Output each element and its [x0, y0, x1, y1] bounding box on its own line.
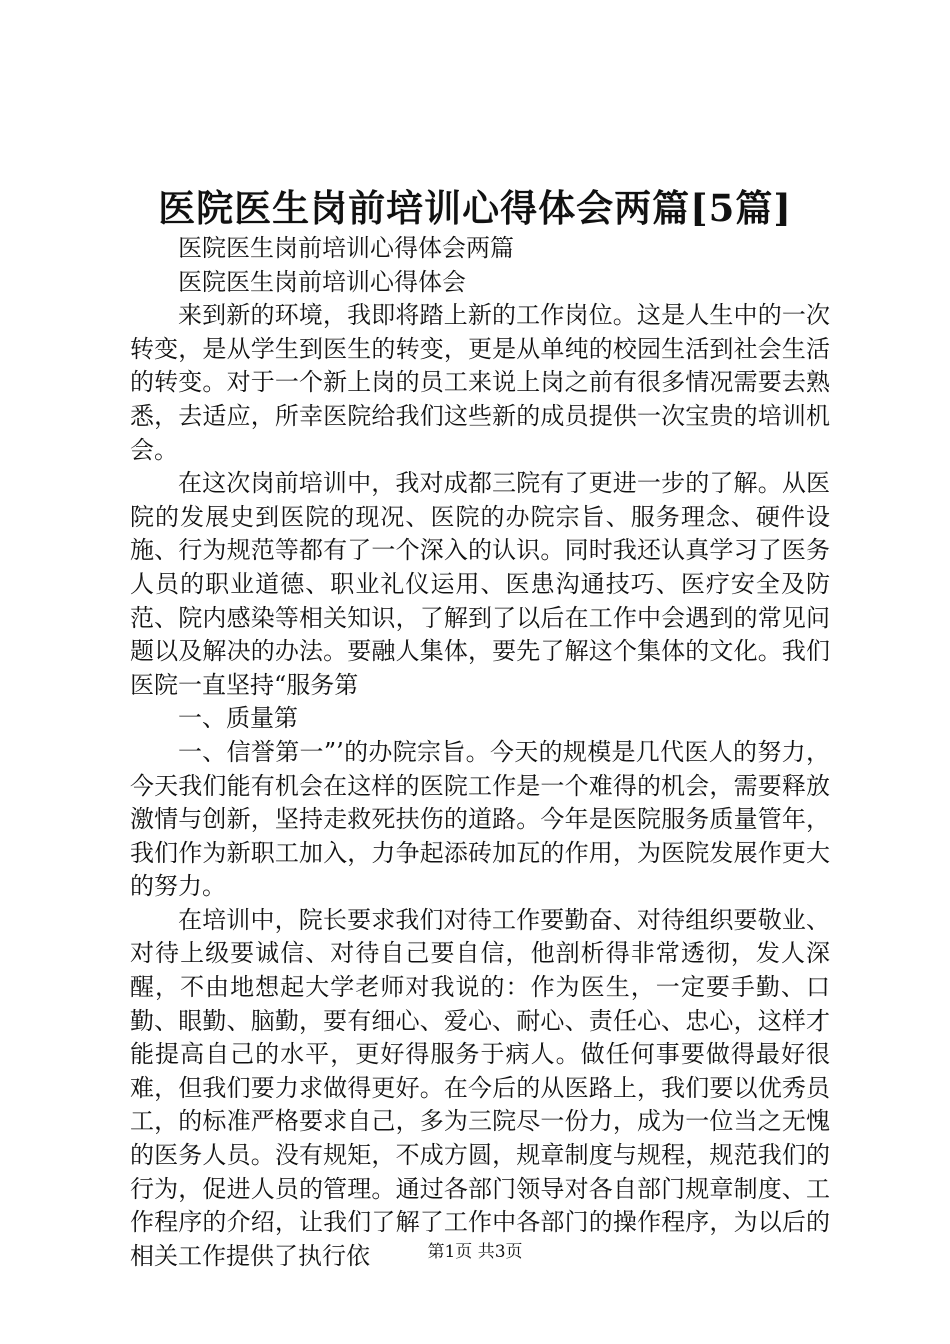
document-title: 医院医生岗前培训心得体会两篇[5篇] [158, 186, 792, 230]
body-paragraph: 来到新的环境，我即将踏上新的工作岗位。这是人生中的一次转变，是从学生到医生的转变，更是从单纯的校园生活到社会生活的转变。对于一个新上岗的员工来说上岗之前有很多情况需要去熟悉，去适应，所幸医院给我们这些新的成员提供一次宝贵的培训机会。 [130, 301, 830, 464]
document-body [130, 232, 830, 1273]
body-paragraph: 在这次岗前培训中，我对成都三院有了更进一步的了解。从医院的发展史到医院的现况、医院的办院宗旨、服务理念、硬件设施、行为规范等都有了一个深入的认识。同时我还认真学习了医务人员的职业道德、职业礼仪运用、医患沟通技巧、医疗安全及防范、院内感染等相关知识，了解到了以后在工作中会遇到的常见问题以及解决的办法。要融人集体，要先了解这个集体的文化。我们医院一直坚持“服务第 [130, 469, 830, 699]
subtitle-line-1: 医院医生岗前培训心得体会两篇 [178, 234, 514, 262]
page-footer: 第1页 共3页 [427, 1242, 523, 1262]
subtitle-line-2: 医院医生岗前培训心得体会 [178, 267, 466, 296]
body-paragraph: 一、质量第 [178, 704, 298, 733]
body-paragraph: 一、信誉第一”’的办院宗旨。今天的规模是几代医人的努力，今天我们能有机会在这样的医院工作是一个难得的机会，需要释放激情与创新，坚持走救死扶伤的道路。今年是医院服务质量管年，我们作为新职工加入，力争起添砖加瓦的作用，为医院发展作更大的努力。 [130, 737, 830, 901]
body-paragraph: 在培训中，院长要求我们对待工作要勤奋、对待组织要敬业、对待上级要诚信、对待自己要自信，他剖析得非常透彻，发人深醒，不由地想起大学老师对我说的：作为医生，一定要手勤、口勤、眼勤、脑勤，要有细心、爱心、耐心、责任心、忠心，这样才能提高自己的水平，更好得服务于病人。做任何事要做得最好很难，但我们要力求做得更好。在今后的从医路上，我们要以优秀员工，的标准严格要求自己，多为三院尽一份力，成为一位当之无愧的医务人员。没有规矩，不成方圆，规章制度与规程，规范我们的行为，促进人员的管理。通过各部门领导对各自部门规章制度、工作程序的介绍，让我们了解了工作中各部门的操作程序，为以后的相关工作提供了执行依 [130, 905, 830, 1270]
